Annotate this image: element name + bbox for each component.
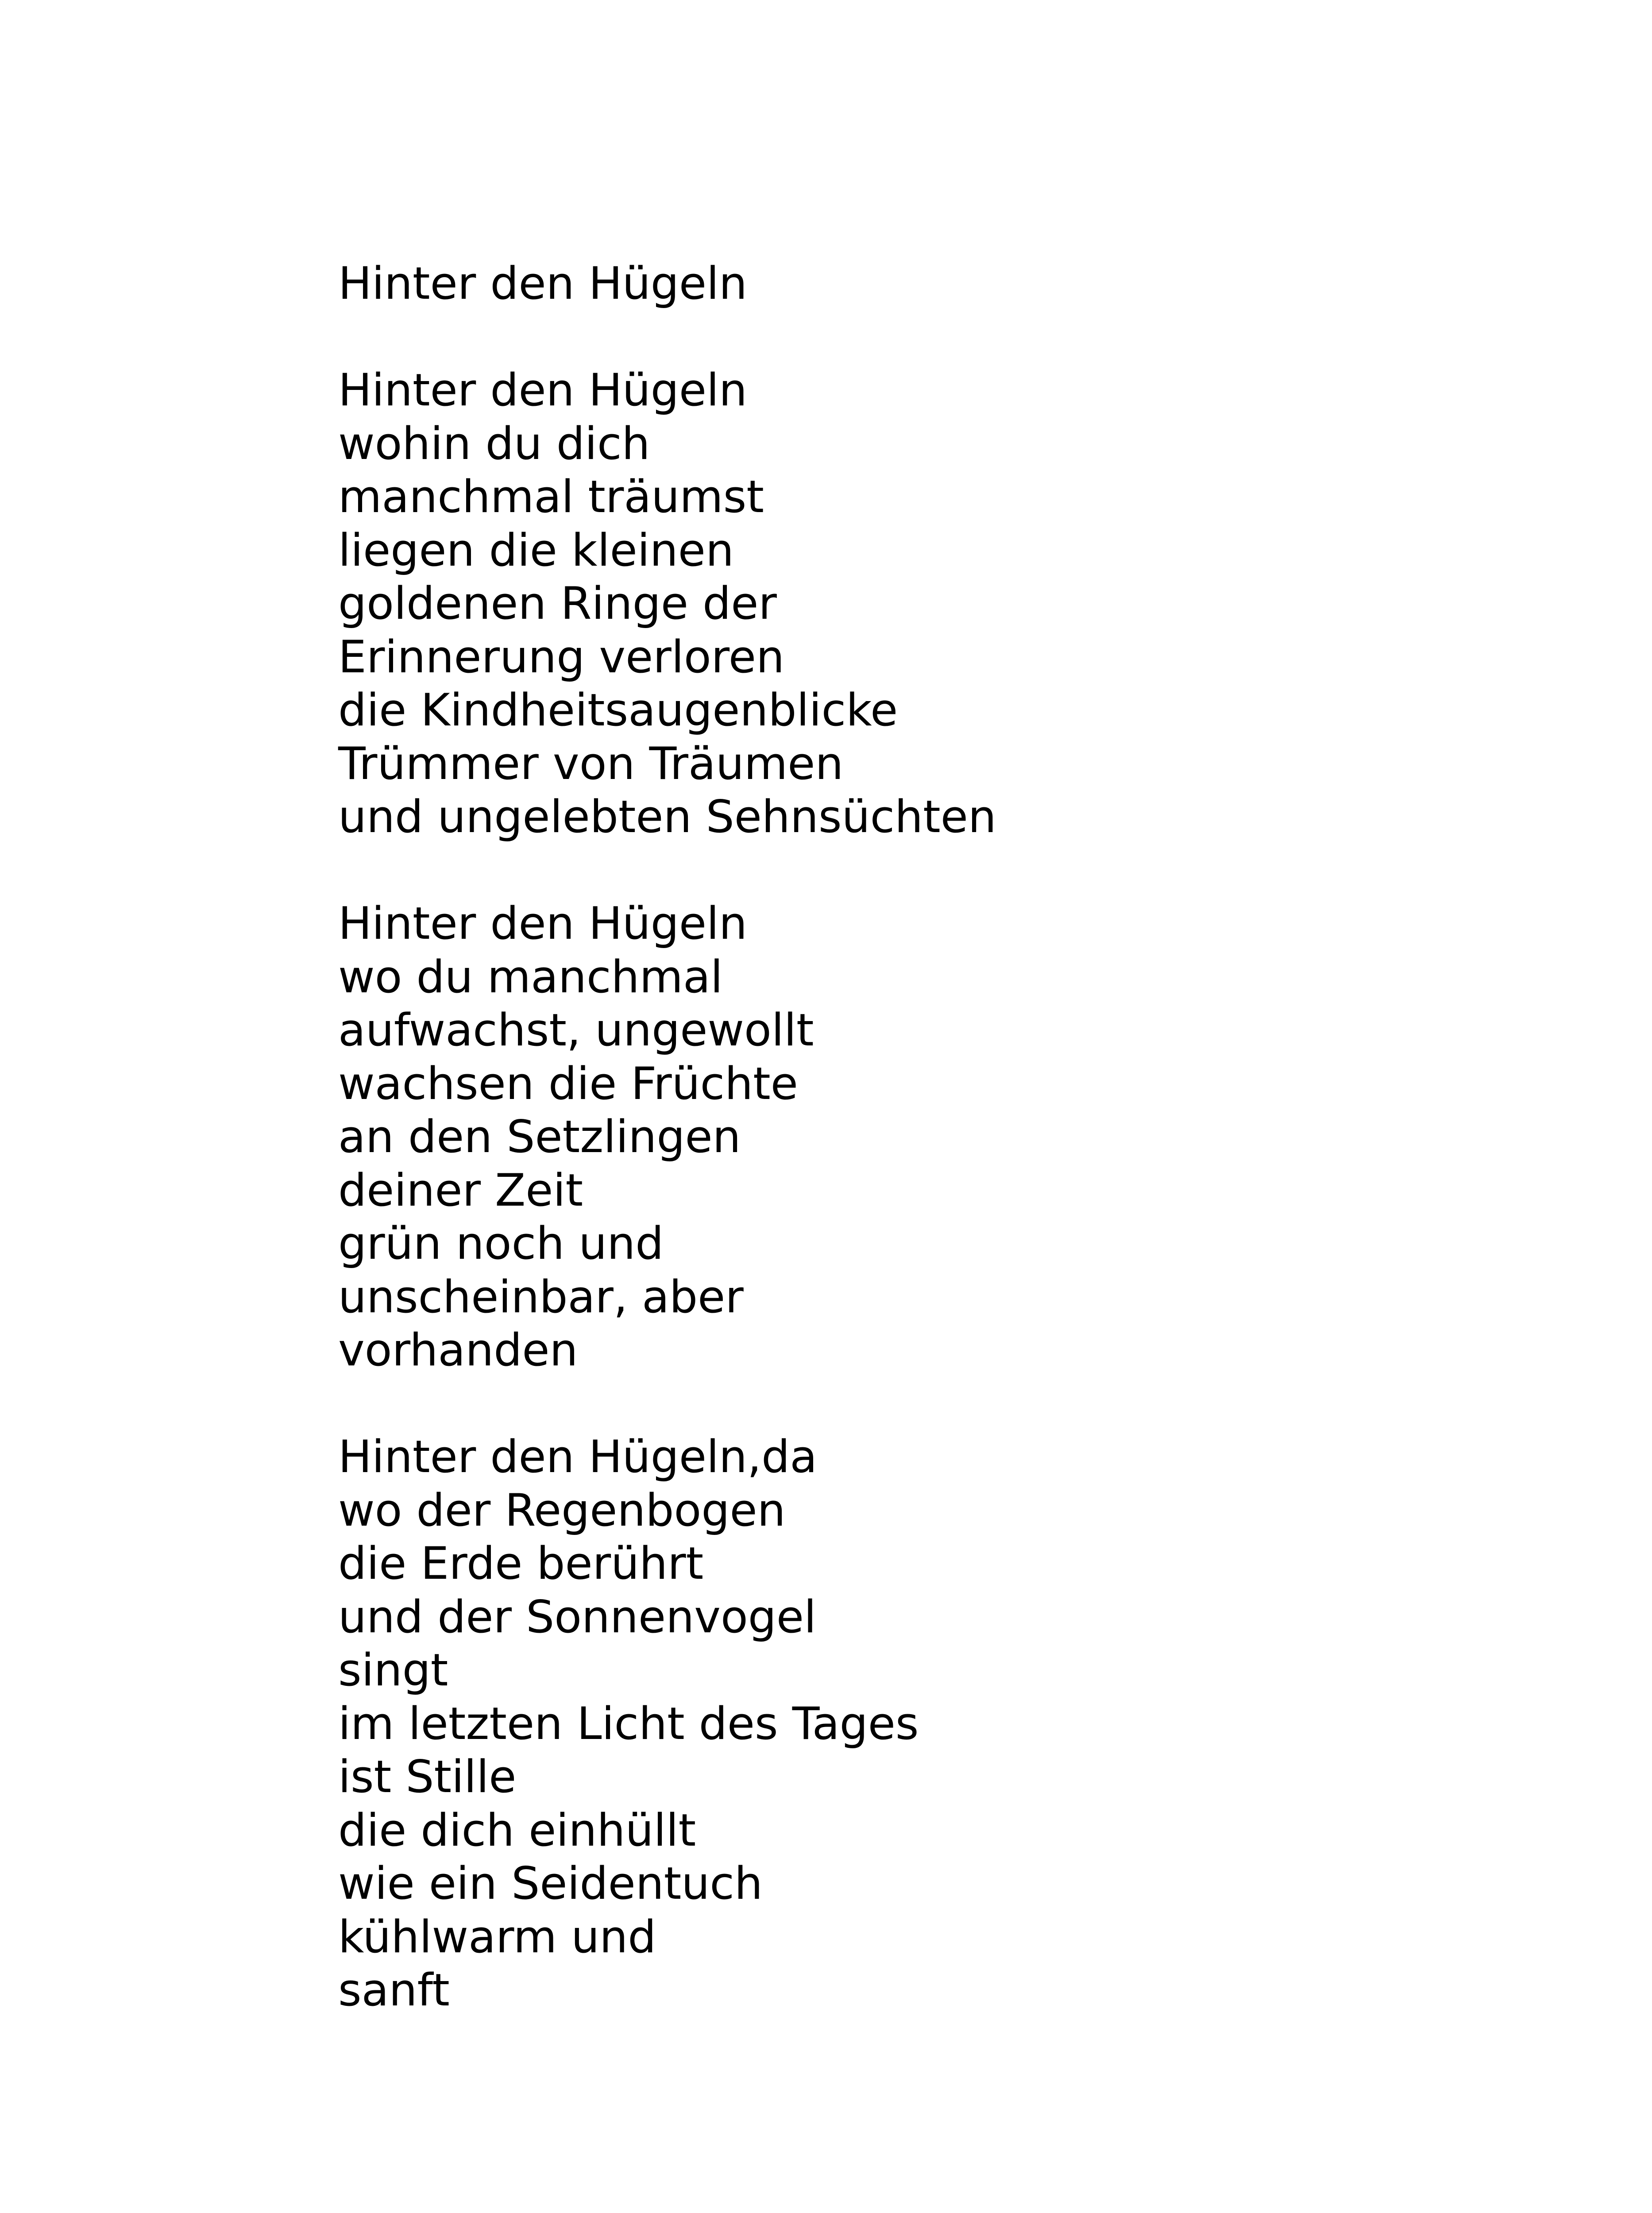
poem-line: wo du manchmal <box>338 950 723 1003</box>
poem-line: Hinter den Hügeln <box>338 364 748 416</box>
stanza-3 <box>338 1430 1578 2017</box>
poem-line: Hinter den Hügeln <box>338 897 748 949</box>
poem-line: und der Sonnenvogel <box>338 1590 817 1643</box>
poem-line: im letzten Licht des Tages <box>338 1697 919 1750</box>
poem-line: die Erde berührt <box>338 1537 704 1589</box>
poem-line: vorhanden <box>338 1324 578 1376</box>
stanza-gap <box>338 1377 1578 1430</box>
stanza-2 <box>338 897 1578 1377</box>
poem-line: manchmal träumst <box>338 470 764 523</box>
poem-line: wachsen die Früchte <box>338 1057 798 1110</box>
poem-line: sanft <box>338 1964 450 2016</box>
poem-line: singt <box>338 1644 448 1696</box>
poem <box>338 257 1578 2017</box>
poem-title: Hinter den Hügeln <box>338 257 748 309</box>
poem-line: grün noch und <box>338 1217 664 1269</box>
stanza-1 <box>338 363 1578 844</box>
poem-line: goldenen Ringe der <box>338 577 777 629</box>
poem-line: die dich einhüllt <box>338 1804 696 1856</box>
poem-line: Erinnerung verloren <box>338 630 785 683</box>
poem-line: wo der Regenbogen <box>338 1484 786 1536</box>
poem-line: ist Stille <box>338 1750 517 1803</box>
poem-line: kühlwarm und <box>338 1910 656 1963</box>
poem-line: Trümmer von Träumen <box>338 737 844 790</box>
poem-line: Hinter den Hügeln,da <box>338 1430 818 1483</box>
poem-line: liegen die kleinen <box>338 524 734 576</box>
poem-line: wohin du dich <box>338 417 650 470</box>
poem-line: wie ein Seidentuch <box>338 1857 763 1909</box>
poem-line: und ungelebten Sehnsüchten <box>338 790 996 843</box>
poem-line: unscheinbar, aber <box>338 1270 744 1323</box>
stanza-gap <box>338 310 1578 364</box>
poem-line: an den Setzlingen <box>338 1110 741 1163</box>
poem-line: deiner Zeit <box>338 1164 583 1216</box>
poem-line: die Kindheitsaugenblicke <box>338 684 898 736</box>
stanza-gap <box>338 844 1578 897</box>
poem-line: aufwachst, ungewollt <box>338 1004 814 1056</box>
